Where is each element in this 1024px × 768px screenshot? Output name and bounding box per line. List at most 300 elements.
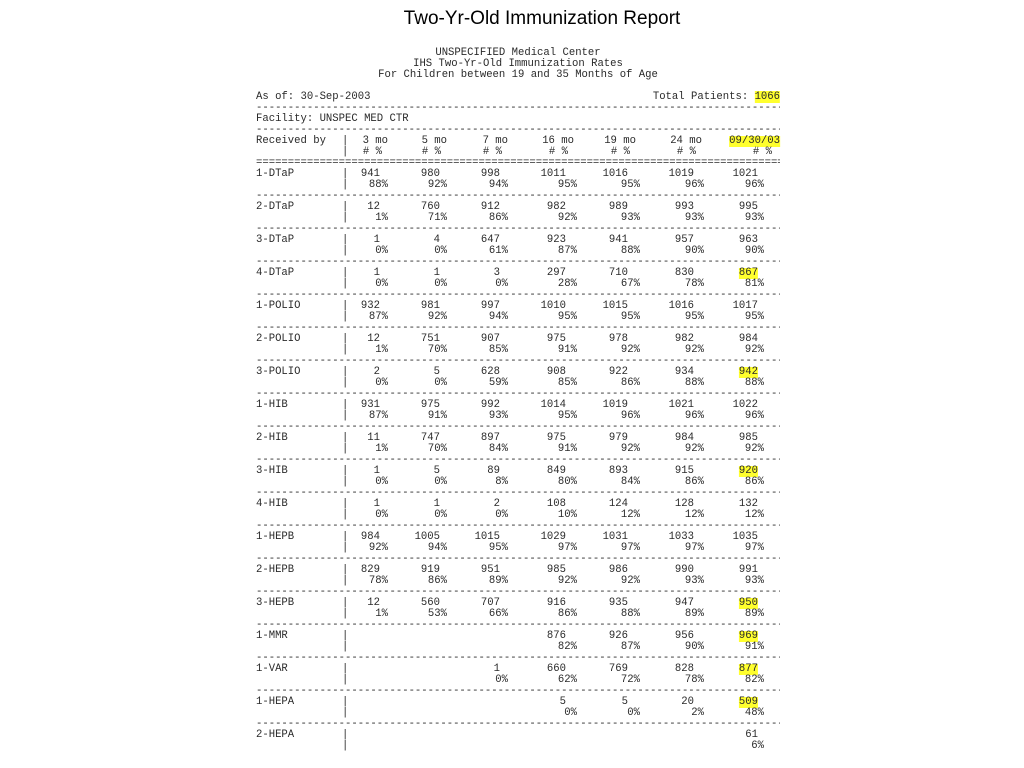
divider: [256, 290, 780, 301]
vaccine-name: 2-HEPB: [256, 564, 295, 576]
percent-cell: 92%: [684, 344, 704, 356]
percent-cell: 81%: [744, 278, 764, 290]
table-row: [256, 466, 780, 499]
vaccine-name: 3-HEPB: [256, 597, 295, 609]
percent-cell: 80%: [557, 476, 577, 488]
percent-cell: 82%: [744, 674, 764, 686]
column-header: 24 mo: [670, 135, 702, 147]
percent-cell: 90%: [684, 245, 704, 257]
percent-line: [256, 510, 780, 521]
divider: [256, 422, 780, 433]
percent-cell: 95%: [620, 179, 640, 191]
count-cell: 20: [681, 696, 694, 708]
percent-cell: 0%: [495, 509, 508, 521]
count-cell: 907: [480, 333, 500, 345]
percent-cell: 91%: [744, 641, 764, 653]
count-cell: 985: [546, 564, 566, 576]
count-cell: 1: [373, 498, 380, 510]
count-cell: 975: [546, 333, 566, 345]
percent-cell: 0%: [434, 245, 447, 257]
column-separator: |: [342, 333, 349, 345]
percent-cell: 93%: [620, 212, 640, 224]
percent-cell: 92%: [744, 443, 764, 455]
column-header-row: [256, 136, 780, 147]
count-cell: 942: [738, 366, 758, 378]
percent-cell: 92%: [427, 311, 447, 323]
column-separator: |: [342, 146, 349, 158]
percent-cell: 96%: [620, 410, 640, 422]
column-separator: |: [342, 366, 349, 378]
vaccine-name: 1-VAR: [256, 663, 288, 675]
percent-line: [256, 279, 780, 290]
percent-cell: 12%: [744, 509, 764, 521]
column-separator: |: [342, 465, 349, 477]
count-cell: 975: [546, 432, 566, 444]
percent-cell: 92%: [620, 575, 640, 587]
count-cell: 893: [608, 465, 628, 477]
table-row: [256, 598, 780, 631]
count-cell: 1015: [474, 531, 500, 543]
column-header: 5 mo: [421, 135, 447, 147]
column-separator: |: [342, 377, 349, 389]
percent-cell: 86%: [427, 575, 447, 587]
percent-cell: 93%: [744, 212, 764, 224]
column-separator: |: [342, 344, 349, 356]
column-separator: |: [342, 674, 349, 686]
count-cell: 978: [608, 333, 628, 345]
column-subheader: # %: [362, 146, 382, 158]
column-header: 19 mo: [604, 135, 636, 147]
count-cell: 935: [608, 597, 628, 609]
percent-cell: 0%: [434, 377, 447, 389]
percent-cell: 94%: [488, 311, 508, 323]
table-row: [256, 631, 780, 664]
count-cell: 12: [367, 597, 380, 609]
divider: [256, 521, 780, 532]
percent-cell: 88%: [620, 245, 640, 257]
report-header-line1: UNSPECIFIED Medical Center: [435, 47, 601, 59]
count-cell: 829: [360, 564, 380, 576]
percent-cell: 86%: [684, 476, 704, 488]
count-line: [256, 730, 780, 741]
percent-cell: 95%: [620, 311, 640, 323]
percent-line: [256, 345, 780, 356]
percent-cell: 84%: [488, 443, 508, 455]
count-cell: 647: [480, 234, 500, 246]
percent-cell: 93%: [488, 410, 508, 422]
divider: [256, 554, 780, 565]
vaccine-name: 2-DTaP: [256, 201, 295, 213]
divider: [256, 257, 780, 268]
percent-cell: 92%: [744, 344, 764, 356]
table-row: [256, 664, 780, 697]
count-cell: 747: [420, 432, 440, 444]
count-cell: 1035: [732, 531, 758, 543]
double-divider: [256, 158, 780, 169]
percent-line: [256, 576, 780, 587]
column-separator: |: [342, 630, 349, 642]
column-subheader: # %: [752, 146, 772, 158]
percent-line: [256, 675, 780, 686]
count-cell: 957: [674, 234, 694, 246]
percent-cell: 10%: [557, 509, 577, 521]
column-separator: |: [342, 641, 349, 653]
count-cell: 951: [480, 564, 500, 576]
percent-line: [256, 444, 780, 455]
count-cell: 975: [420, 399, 440, 411]
count-cell: 877: [738, 663, 758, 675]
count-cell: 5: [433, 366, 440, 378]
count-cell: 926: [608, 630, 628, 642]
count-cell: 1: [433, 267, 440, 279]
divider: [256, 620, 780, 631]
percent-cell: 96%: [744, 179, 764, 191]
count-cell: 1: [433, 498, 440, 510]
percent-cell: 67%: [620, 278, 640, 290]
percent-cell: 78%: [684, 674, 704, 686]
percent-cell: 86%: [557, 608, 577, 620]
count-cell: 707: [480, 597, 500, 609]
count-cell: 5: [433, 465, 440, 477]
table-row: [256, 235, 780, 268]
vaccine-name: 3-DTaP: [256, 234, 295, 246]
column-separator: |: [342, 245, 349, 257]
count-cell: 5: [621, 696, 628, 708]
percent-cell: 95%: [557, 179, 577, 191]
count-cell: 991: [738, 564, 758, 576]
percent-cell: 97%: [684, 542, 704, 554]
percent-cell: 95%: [488, 542, 508, 554]
count-cell: 984: [360, 531, 380, 543]
percent-cell: 85%: [488, 344, 508, 356]
column-separator: |: [342, 201, 349, 213]
count-cell: 969: [738, 630, 758, 642]
count-cell: 1016: [602, 168, 628, 180]
count-cell: 867: [738, 267, 758, 279]
percent-cell: 96%: [744, 410, 764, 422]
percent-cell: 93%: [684, 212, 704, 224]
count-cell: 128: [674, 498, 694, 510]
column-separator: |: [342, 740, 349, 752]
count-cell: 124: [608, 498, 628, 510]
report-body: [256, 48, 780, 752]
count-cell: 912: [480, 201, 500, 213]
divider: [256, 455, 780, 466]
count-cell: 1016: [668, 300, 694, 312]
vaccine-name: 4-HIB: [256, 498, 288, 510]
count-cell: 998: [480, 168, 500, 180]
count-cell: 980: [420, 168, 440, 180]
percent-line: [256, 378, 780, 389]
percent-cell: 85%: [557, 377, 577, 389]
count-cell: 963: [738, 234, 758, 246]
count-cell: 5: [559, 696, 566, 708]
percent-cell: 82%: [557, 641, 577, 653]
table-row: [256, 499, 780, 532]
column-separator: |: [342, 476, 349, 488]
percent-cell: 28%: [557, 278, 577, 290]
percent-cell: 0%: [564, 707, 577, 719]
percent-cell: 53%: [427, 608, 447, 620]
column-separator: |: [342, 498, 349, 510]
count-cell: 982: [674, 333, 694, 345]
count-cell: 993: [674, 201, 694, 213]
column-separator: |: [342, 168, 349, 180]
count-cell: 989: [608, 201, 628, 213]
column-separator: |: [342, 608, 349, 620]
as-of-date: As of: 30-Sep-2003: [256, 91, 371, 103]
percent-cell: 78%: [684, 278, 704, 290]
percent-cell: 87%: [368, 410, 388, 422]
column-subheader: # %: [482, 146, 502, 158]
percent-line: [256, 246, 780, 257]
percent-cell: 89%: [744, 608, 764, 620]
percent-cell: 0%: [434, 278, 447, 290]
percent-cell: 92%: [620, 344, 640, 356]
percent-cell: 87%: [557, 245, 577, 257]
report-header-line2: IHS Two-Yr-Old Immunization Rates: [413, 58, 623, 70]
count-cell: 1005: [414, 531, 440, 543]
count-cell: 923: [546, 234, 566, 246]
column-separator: |: [342, 542, 349, 554]
percent-cell: 70%: [427, 344, 447, 356]
percent-cell: 66%: [488, 608, 508, 620]
percent-cell: 93%: [744, 575, 764, 587]
divider: [256, 686, 780, 697]
total-patients-label: Total Patients:: [652, 91, 749, 103]
table-row: [256, 433, 780, 466]
percent-cell: 0%: [434, 509, 447, 521]
table-row: [256, 565, 780, 598]
percent-cell: 70%: [427, 443, 447, 455]
column-separator: |: [342, 278, 349, 290]
count-cell: 908: [546, 366, 566, 378]
percent-cell: 88%: [368, 179, 388, 191]
divider: [256, 389, 780, 400]
percent-cell: 88%: [744, 377, 764, 389]
percent-cell: 72%: [620, 674, 640, 686]
count-cell: 1: [493, 663, 500, 675]
count-cell: 979: [608, 432, 628, 444]
percent-cell: 95%: [557, 311, 577, 323]
divider: [256, 653, 780, 664]
count-cell: 1031: [602, 531, 628, 543]
vaccine-name: 1-HEPA: [256, 696, 295, 708]
count-cell: 1014: [540, 399, 566, 411]
percent-cell: 92%: [557, 575, 577, 587]
received-by-label: Received by: [256, 135, 326, 147]
count-cell: 985: [738, 432, 758, 444]
count-cell: 992: [480, 399, 500, 411]
percent-cell: 95%: [684, 311, 704, 323]
vaccine-name: 2-HEPA: [256, 729, 295, 741]
percent-cell: 92%: [620, 443, 640, 455]
column-header: 7 mo: [482, 135, 508, 147]
count-cell: 934: [674, 366, 694, 378]
percent-cell: 97%: [620, 542, 640, 554]
count-cell: 915: [674, 465, 694, 477]
percent-cell: 2%: [691, 707, 704, 719]
column-separator: |: [342, 729, 349, 741]
count-cell: 560: [420, 597, 440, 609]
total-patients: [653, 92, 780, 103]
count-cell: 108: [546, 498, 566, 510]
percent-line: [256, 642, 780, 653]
percent-line: [256, 180, 780, 191]
count-cell: 922: [608, 366, 628, 378]
count-cell: 11: [367, 432, 380, 444]
percent-cell: 97%: [557, 542, 577, 554]
table-row: [256, 697, 780, 730]
count-cell: 1015: [602, 300, 628, 312]
column-separator: |: [342, 443, 349, 455]
count-cell: 297: [546, 267, 566, 279]
facility-line: Facility: UNSPEC MED CTR: [256, 113, 409, 125]
count-cell: 89: [487, 465, 500, 477]
count-cell: 3: [493, 267, 500, 279]
count-cell: 876: [546, 630, 566, 642]
count-cell: 986: [608, 564, 628, 576]
percent-cell: 91%: [557, 344, 577, 356]
count-cell: 4: [433, 234, 440, 246]
percent-cell: 94%: [488, 179, 508, 191]
count-cell: 132: [738, 498, 758, 510]
count-cell: 1029: [540, 531, 566, 543]
percent-cell: 0%: [375, 377, 388, 389]
vaccine-name: 4-DTaP: [256, 267, 295, 279]
count-cell: 1021: [732, 168, 758, 180]
percent-cell: 87%: [368, 311, 388, 323]
column-subheader: # %: [548, 146, 568, 158]
count-cell: 941: [608, 234, 628, 246]
vaccine-name: 1-HEPB: [256, 531, 295, 543]
count-cell: 660: [546, 663, 566, 675]
column-separator: |: [342, 663, 349, 675]
count-cell: 984: [738, 333, 758, 345]
as-of-line: [256, 92, 780, 103]
percent-cell: 87%: [620, 641, 640, 653]
percent-cell: 93%: [684, 575, 704, 587]
count-cell: 12: [367, 333, 380, 345]
count-cell: 981: [420, 300, 440, 312]
column-header: 09/30/03: [729, 135, 780, 147]
percent-cell: 86%: [488, 212, 508, 224]
column-separator: |: [342, 267, 349, 279]
percent-cell: 95%: [744, 311, 764, 323]
table-row: [256, 334, 780, 367]
count-cell: 931: [360, 399, 380, 411]
vaccine-name: 2-POLIO: [256, 333, 301, 345]
percent-line: [256, 609, 780, 620]
column-separator: |: [342, 135, 349, 147]
column-separator: |: [342, 300, 349, 312]
percent-line: [256, 741, 780, 752]
percent-cell: 97%: [744, 542, 764, 554]
count-cell: 760: [420, 201, 440, 213]
column-subheader: # %: [421, 146, 441, 158]
count-cell: 956: [674, 630, 694, 642]
divider: [256, 191, 780, 202]
percent-cell: 92%: [427, 179, 447, 191]
vaccine-name: 3-HIB: [256, 465, 288, 477]
count-cell: 1019: [668, 168, 694, 180]
percent-cell: 0%: [375, 476, 388, 488]
percent-cell: 0%: [434, 476, 447, 488]
percent-cell: 1%: [375, 344, 388, 356]
count-cell: 1022: [732, 399, 758, 411]
count-cell: 1: [373, 234, 380, 246]
percent-cell: 92%: [557, 212, 577, 224]
count-cell: 920: [738, 465, 758, 477]
divider: [256, 488, 780, 499]
count-cell: 1017: [732, 300, 758, 312]
count-cell: 2: [493, 498, 500, 510]
column-subheader: # %: [610, 146, 630, 158]
column-separator: |: [342, 575, 349, 587]
vaccine-name: 2-HIB: [256, 432, 288, 444]
percent-cell: 91%: [557, 443, 577, 455]
percent-cell: 90%: [744, 245, 764, 257]
table-row: [256, 532, 780, 565]
column-separator: |: [342, 179, 349, 191]
page-title: Two-Yr-Old Immunization Report: [403, 8, 681, 29]
count-cell: 628: [480, 366, 500, 378]
divider: [256, 719, 780, 730]
column-separator: |: [342, 212, 349, 224]
percent-cell: 0%: [375, 278, 388, 290]
percent-cell: 91%: [427, 410, 447, 422]
total-patients-value: 1066: [754, 91, 780, 103]
count-cell: 830: [674, 267, 694, 279]
percent-cell: 1%: [375, 608, 388, 620]
count-cell: 990: [674, 564, 694, 576]
percent-line: [256, 477, 780, 488]
percent-line: [256, 708, 780, 719]
count-cell: 710: [608, 267, 628, 279]
percent-cell: 92%: [368, 542, 388, 554]
percent-cell: 96%: [684, 179, 704, 191]
divider: [256, 224, 780, 235]
count-cell: 509: [738, 696, 758, 708]
vaccine-name: 1-HIB: [256, 399, 288, 411]
percent-cell: 89%: [488, 575, 508, 587]
percent-cell: 0%: [375, 245, 388, 257]
count-cell: 919: [420, 564, 440, 576]
percent-cell: 78%: [368, 575, 388, 587]
percent-cell: 95%: [557, 410, 577, 422]
vaccine-name: 1-POLIO: [256, 300, 301, 312]
divider: [256, 356, 780, 367]
percent-cell: 90%: [684, 641, 704, 653]
divider: [256, 323, 780, 334]
vaccine-name: 1-MMR: [256, 630, 288, 642]
column-separator: |: [342, 509, 349, 521]
percent-cell: 71%: [427, 212, 447, 224]
count-cell: 1021: [668, 399, 694, 411]
table-row: [256, 730, 780, 752]
percent-cell: 12%: [620, 509, 640, 521]
table-row: [256, 367, 780, 400]
percent-cell: 1%: [375, 443, 388, 455]
column-separator: |: [342, 234, 349, 246]
count-cell: 751: [420, 333, 440, 345]
count-cell: 941: [360, 168, 380, 180]
vaccine-name: 1-DTaP: [256, 168, 295, 180]
divider: [256, 587, 780, 598]
count-cell: 1: [373, 465, 380, 477]
vaccine-table: [256, 169, 780, 752]
count-cell: 897: [480, 432, 500, 444]
